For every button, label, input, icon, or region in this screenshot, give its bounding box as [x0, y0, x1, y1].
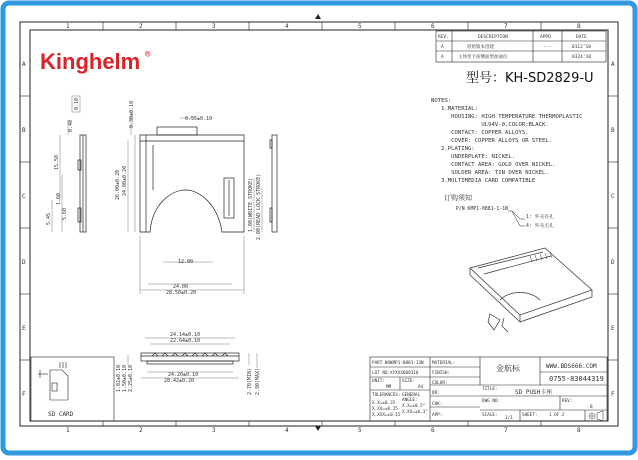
- date-cell: 0324'10: [572, 55, 591, 60]
- color-label: COLOR:: [432, 381, 448, 386]
- dim-160: 1.60: [56, 192, 62, 205]
- rev-cell: A: [441, 55, 444, 60]
- dim-040: 0.40: [68, 119, 74, 132]
- top-view: [140, 127, 244, 232]
- drawing-title: SD PUSH卡座: [515, 389, 553, 396]
- part-no-label: PART NO:: [372, 361, 393, 366]
- phone: 0755-83044319: [549, 375, 604, 383]
- col-label: 7: [504, 23, 508, 30]
- row-label: C: [22, 193, 26, 200]
- note-line: UL94V-0,COLOR:BLACK.: [441, 122, 549, 128]
- col-label: 2: [139, 427, 143, 434]
- col-label: 1: [66, 427, 70, 434]
- right-side-view: [270, 135, 277, 232]
- top-view-dims: [128, 108, 262, 294]
- appd-cell: ---: [543, 45, 552, 50]
- row-label: B: [611, 127, 615, 134]
- dim-2414: 24.14±0.10: [170, 332, 201, 338]
- date-header: DATE: [576, 35, 587, 40]
- title-block-text: [372, 360, 604, 421]
- row-label: F: [22, 391, 26, 398]
- dim-2264: 22.64±0.10: [170, 338, 201, 344]
- size-value: A4: [418, 385, 424, 390]
- appd-header: APPD: [540, 35, 551, 40]
- dim-1200: 12.00: [178, 259, 194, 265]
- isometric-view: [470, 248, 592, 332]
- order-option: 4: 外壳无孔: [526, 224, 554, 229]
- col-label: 2: [139, 23, 143, 30]
- ang-1: X.X=±0.5°: [402, 404, 426, 409]
- note-line: CONTACT AREA: GOLD OVER NICKEL.: [441, 162, 556, 168]
- appr-label: APP:: [432, 413, 443, 418]
- dim-lock-b: 2.00(READ LOCK STROKE): [256, 173, 262, 240]
- row-label: E: [22, 325, 26, 332]
- left-side-dim-text: [46, 98, 80, 225]
- revision-text: [438, 34, 591, 60]
- left-side-view: [78, 135, 86, 232]
- dr-label: DR:: [432, 391, 440, 396]
- col-label: 8: [577, 427, 581, 434]
- lot-no-label: LOT NO:: [372, 371, 391, 376]
- col-label: 1: [66, 23, 70, 30]
- size-label: SIZE:: [402, 379, 415, 384]
- note-line: CONTACT: COPPER ALLOYS.: [441, 130, 529, 136]
- scale-label: SCALE:: [482, 413, 498, 418]
- note-line: UNDERPLATE: NICKEL.: [441, 154, 516, 160]
- row-label: E: [611, 325, 615, 332]
- col-label: 3: [212, 23, 216, 30]
- top-view-dim-text: [115, 101, 262, 296]
- unit-value: MM: [386, 385, 392, 390]
- model-number: 型号：KH-SD2829-U: [466, 71, 594, 86]
- col-label: 3: [212, 427, 216, 434]
- col-label: 4: [285, 427, 289, 434]
- row-label: A: [22, 61, 26, 68]
- row-labels: [22, 61, 615, 398]
- finish-label: FINISH:: [432, 371, 451, 376]
- dim-225: 2.25±0.10: [128, 364, 134, 392]
- dim-1550: 15.50: [54, 154, 60, 170]
- chk-label: CHK:: [432, 402, 443, 407]
- note-line: 3.MULTIMEDIA CARD COMPATIBLE: [441, 178, 536, 184]
- unit-label: UNIT:: [372, 379, 385, 384]
- front-view-dim-text: [116, 332, 261, 395]
- part-no: KMP1-0881-13N: [390, 361, 424, 366]
- front-view: [141, 353, 239, 364]
- general-label: GENERAL: [402, 393, 421, 398]
- material-label: MATERIAL:: [432, 361, 456, 366]
- angle-label: ANGLE:: [402, 398, 418, 403]
- lot-no: XYXXX000110: [390, 371, 419, 376]
- note-line: 1.MATERIAL:: [441, 106, 479, 112]
- dim-290: 2.90(MAX): [255, 367, 261, 395]
- col-label: 5: [358, 23, 362, 30]
- scale-value: 1/1: [505, 416, 513, 421]
- rev-value: B: [590, 405, 593, 410]
- date-cell: 0112'10: [572, 45, 591, 50]
- dim-2420: 24.20±0.10: [168, 372, 199, 378]
- dim-150: 1.50±0.10: [122, 364, 128, 392]
- order-leader: [508, 211, 525, 226]
- dim-030: 0.30±0.10: [129, 100, 135, 128]
- col-label: 4: [285, 23, 289, 30]
- dim-2850: 28.50±0.20: [166, 290, 197, 296]
- ang-2: X.XX=±0.3°: [402, 410, 428, 415]
- website: WWW.BDS666.COM: [546, 363, 597, 370]
- notes-block: [431, 98, 582, 229]
- tol-label: TOLERANCES:: [372, 393, 401, 398]
- row-label: C: [611, 193, 615, 200]
- dwg-label: DWG NO:: [482, 399, 501, 404]
- col-label: 8: [577, 23, 581, 30]
- dim-2600: 26.00±0.20: [115, 169, 121, 200]
- tol-2: X.XX=±0.25: [372, 407, 398, 412]
- rev-label: REV:: [562, 399, 573, 404]
- dim-545: 5.45: [46, 212, 52, 225]
- order-option: 1: 外壳有孔: [526, 215, 554, 220]
- drawing-border: [30, 30, 608, 421]
- dim-055: 0.55±0.10: [185, 116, 213, 122]
- row-label: D: [22, 259, 26, 266]
- note-line: HOUSING: HIGH TEMPERATURE THERMOPLASTIC: [441, 114, 583, 120]
- notes-title: NOTES:: [431, 98, 452, 104]
- col-label: 7: [504, 427, 508, 434]
- col-label: 5: [358, 427, 362, 434]
- col-label: 6: [431, 23, 435, 30]
- tol-3: X.XXX=±0.15: [372, 413, 401, 418]
- dim-lock-a: 1.00(WRITE STROKE): [248, 177, 254, 232]
- rev-header: REV.: [438, 35, 449, 40]
- col-label: 6: [431, 427, 435, 434]
- row-label: D: [611, 259, 615, 266]
- dim-270: 2.70(MIN): [247, 367, 253, 395]
- projection-symbol-icon: [589, 411, 603, 421]
- note-line: COVER: COPPER ALLOYS OR STEEL.: [441, 138, 553, 144]
- desc-header: DESCRIPTION: [478, 35, 508, 40]
- desc-cell: 主体变卡座侧面增加通位: [458, 55, 508, 60]
- dim-2842: 28.42±0.20: [164, 378, 195, 384]
- center-mark-icon: [315, 14, 321, 431]
- dim-2400: 24.00: [173, 284, 189, 290]
- dim-102: 1.02±0.10: [116, 364, 122, 392]
- order-title: 订购须知: [444, 194, 472, 202]
- sheet-value: 1 OF 2: [549, 413, 565, 418]
- note-line: SOLDER AREA: TIN OVER NICKEL.: [441, 170, 549, 176]
- desc-cell: 原始版本创建: [467, 45, 494, 50]
- note-line: 2.PLATING:: [441, 146, 475, 152]
- dim-560: 5.60: [62, 207, 68, 220]
- row-label: A: [611, 61, 615, 68]
- brand-logo: Kinghelm: [40, 49, 141, 74]
- tol-1: X.X=±0.35: [372, 401, 396, 406]
- dim-2400-side: 24.00±0.20: [122, 165, 128, 196]
- title-label: TITLE:: [482, 387, 498, 392]
- registered-mark: ®: [145, 50, 151, 60]
- row-label: B: [22, 127, 26, 134]
- sd-card-label: SD CARD: [48, 411, 74, 418]
- rev-cell: A: [441, 45, 444, 50]
- dim-010: 0.10: [74, 97, 80, 110]
- company-name: 金航标: [496, 364, 520, 373]
- order-pn: P/N KMP1-0881-1-1N: [456, 207, 508, 212]
- sheet-label: SHEET:: [522, 413, 538, 418]
- row-label: F: [611, 391, 615, 398]
